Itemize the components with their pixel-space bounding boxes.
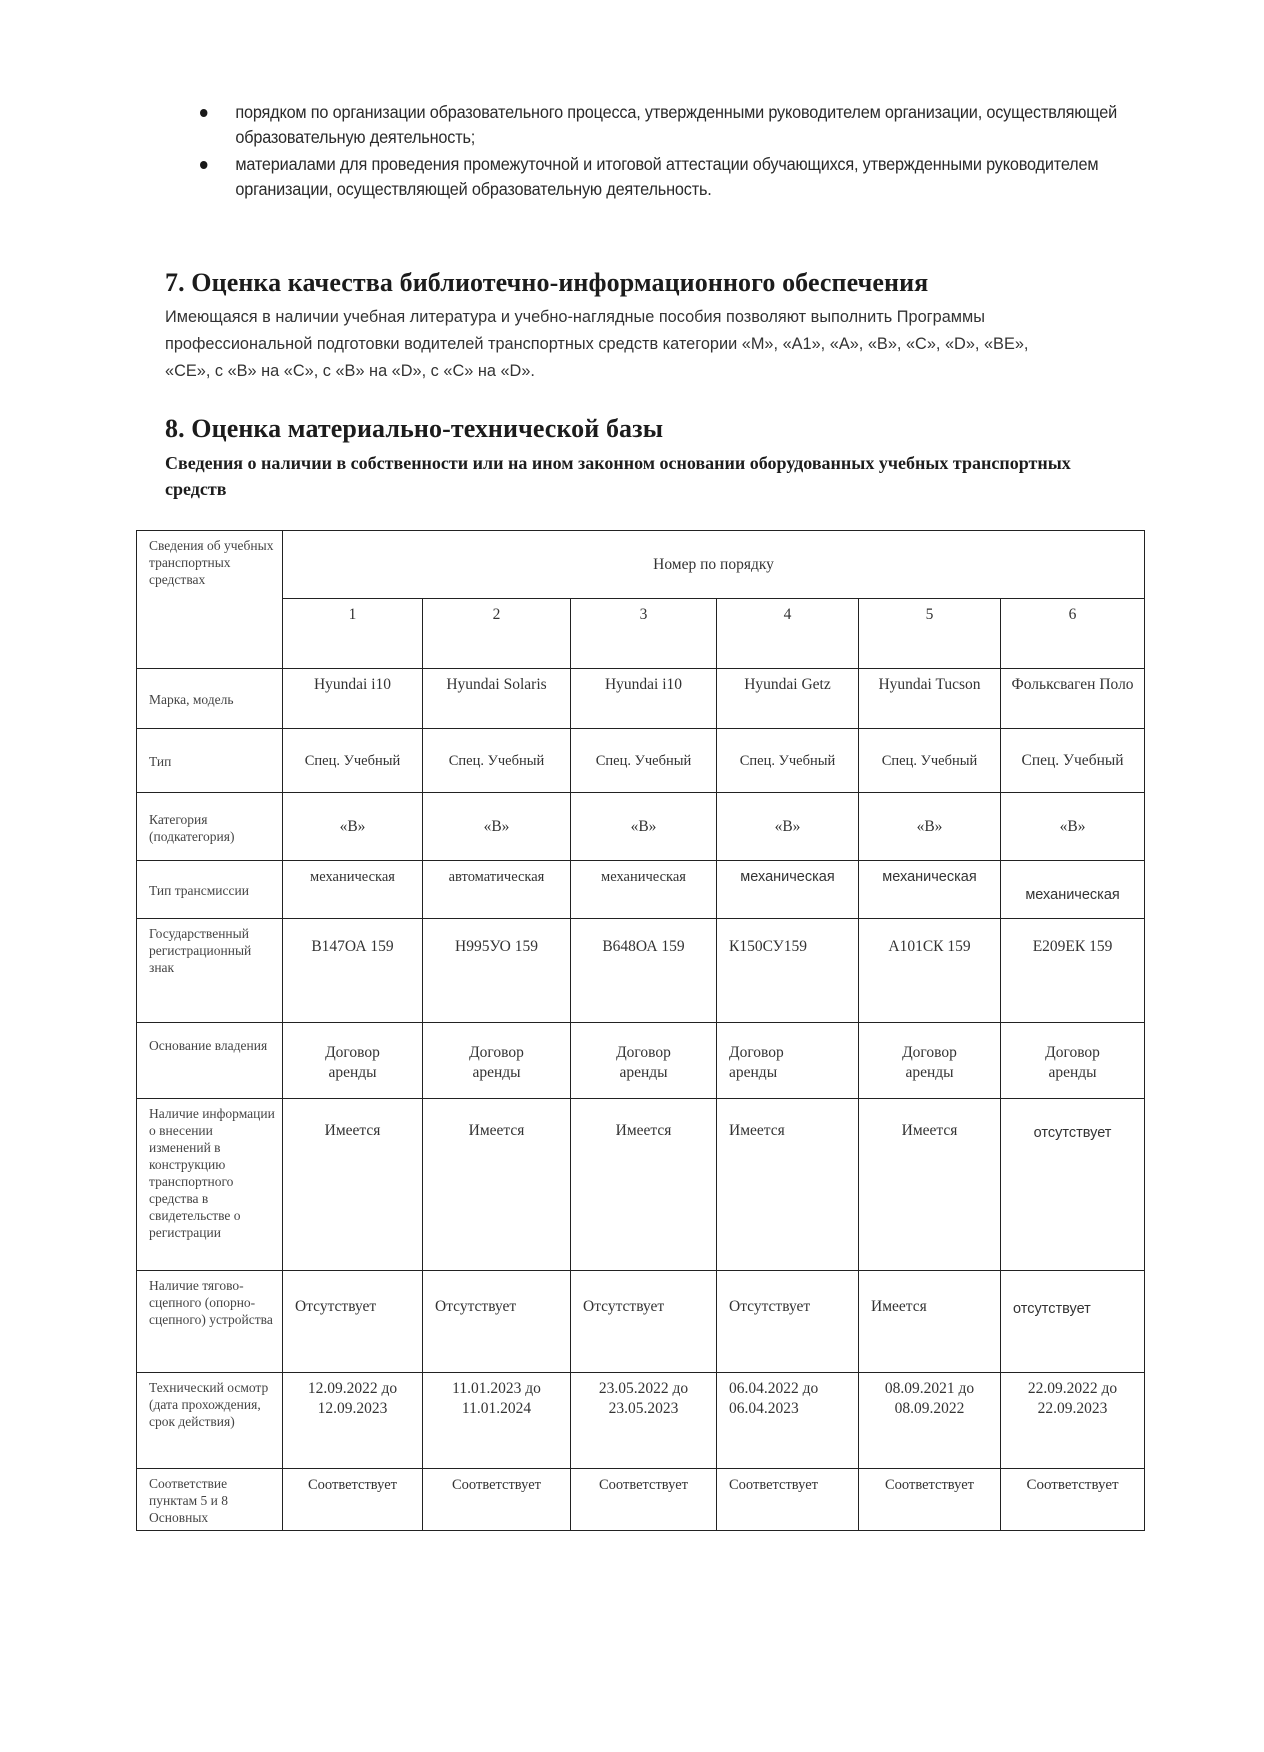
- row-label: Тип трансмиссии: [137, 861, 283, 919]
- table-cell: Hyundai Solaris: [423, 669, 571, 729]
- table-cell: Соответствует: [423, 1469, 571, 1531]
- table-cell: Hyundai i10: [283, 669, 423, 729]
- table-row: [137, 1469, 1145, 1531]
- table-cell: механическая: [859, 861, 1001, 919]
- row-label: Соответствие пунктам 5 и 8 Основных: [137, 1469, 283, 1531]
- table-cell: Hyundai Tucson: [859, 669, 1001, 729]
- row-label: Наличие тягово-сцепного (опорно-сцепного) устройства: [137, 1271, 283, 1373]
- table-cell: В147ОА 159: [283, 919, 423, 1023]
- bullet-item: материалами для проведения промежуточной и итоговой аттестации обучающихся, утвержденными руководителем организации, осуществляющей образовательную деятельность.: [200, 152, 1128, 202]
- row-label: Наличие информации о внесении изменений в конструкцию транспортного средства в свидетельстве о регистрации: [137, 1099, 283, 1271]
- table-cell: «В»: [859, 793, 1001, 861]
- table-cell: механическая: [717, 861, 859, 919]
- table-cell: «В»: [571, 793, 717, 861]
- table-cell: механическая: [1001, 861, 1145, 919]
- table-cell: Отсутствует: [571, 1271, 717, 1373]
- table-cell: Имеется: [859, 1099, 1001, 1271]
- table-cell: Имеется: [283, 1099, 423, 1271]
- table-cell: Отсутствует: [423, 1271, 571, 1373]
- table-cell: Имеется: [571, 1099, 717, 1271]
- column-number: 5: [859, 599, 1001, 669]
- section-7-text: Имеющаяся в наличии учебная литература и учебно-наглядные пособия позволяют выполнить Программы профессиональной подготовки водителей транспортных средств категории «М», «А1», «А», «В», «С», «D», «ВЕ», «СЕ», с «В» на «С», с «В» на «D», с «С» на «D».: [165, 307, 1029, 380]
- table-cell: 11.01.2023 до 11.01.2024: [423, 1373, 571, 1469]
- table-cell: Hyundai i10: [571, 669, 717, 729]
- table-cell: Hyundai Getz: [717, 669, 859, 729]
- table-cell: отсутствует: [1001, 1271, 1145, 1373]
- table-cell: Спец. Учебный: [1001, 729, 1145, 793]
- table-cell: Н995УО 159: [423, 919, 571, 1023]
- table-cell: Имеется: [717, 1099, 859, 1271]
- table-cell: Спец. Учебный: [571, 729, 717, 793]
- column-number: 1: [283, 599, 423, 669]
- table-cell: «В»: [1001, 793, 1145, 861]
- table-cell: Имеется: [423, 1099, 571, 1271]
- table-cell: В648ОА 159: [571, 919, 717, 1023]
- table-cell: Договор аренды: [859, 1023, 1001, 1099]
- table-cell: Договор аренды: [571, 1023, 717, 1099]
- table-row: [137, 1373, 1145, 1469]
- table-row: [137, 919, 1145, 1023]
- table-cell: 22.09.2022 до 22.09.2023: [1001, 1373, 1145, 1469]
- table-cell: 23.05.2022 до 23.05.2023: [571, 1373, 717, 1469]
- bullet-item: порядком по организации образовательного процесса, утвержденными руководителем организации, осуществляющей образовательную деятельность;: [200, 100, 1128, 150]
- table-cell: Договор аренды: [423, 1023, 571, 1099]
- table-cell: Соответствует: [717, 1469, 859, 1531]
- table-cell: К150СУ159: [717, 919, 859, 1023]
- table-row: [137, 669, 1145, 729]
- table-cell: Договор аренды: [283, 1023, 423, 1099]
- table-cell: отсутствует: [1001, 1099, 1145, 1271]
- table-cell: механическая: [571, 861, 717, 919]
- table-row: [137, 1271, 1145, 1373]
- table-cell: Соответствует: [859, 1469, 1001, 1531]
- table-cell: Соответствует: [283, 1469, 423, 1531]
- column-number: 6: [1001, 599, 1145, 669]
- table-row: [137, 729, 1145, 793]
- section-7-title: 7. Оценка качества библиотечно-информационного обеспечения: [165, 268, 929, 297]
- bullet-icon: [200, 109, 207, 117]
- table-row: [137, 793, 1145, 861]
- bullet-icon: [200, 161, 207, 169]
- table-row: [137, 1023, 1145, 1099]
- column-number: 4: [717, 599, 859, 669]
- table-cell: механическая: [283, 861, 423, 919]
- table-cell: Е209ЕК 159: [1001, 919, 1145, 1023]
- table-row: [137, 1099, 1145, 1271]
- table-cell: Договор аренды: [1001, 1023, 1145, 1099]
- table-cell: Соответствует: [571, 1469, 717, 1531]
- table-cell: Спец. Учебный: [859, 729, 1001, 793]
- table-cell: Спец. Учебный: [717, 729, 859, 793]
- table-cell: Спец. Учебный: [283, 729, 423, 793]
- bullet-list: [200, 100, 1118, 204]
- table-cell: «В»: [423, 793, 571, 861]
- column-number: 3: [571, 599, 717, 669]
- corner-label: Сведения об учебных транспортных средствах: [137, 531, 283, 669]
- column-number: 2: [423, 599, 571, 669]
- table-cell: Фольксваген Поло: [1001, 669, 1145, 729]
- row-label: Марка, модель: [137, 669, 283, 729]
- row-label: Тип: [137, 729, 283, 793]
- table-cell: 06.04.2022 до 06.04.2023: [717, 1373, 859, 1469]
- row-label: Категория (подкатегория): [137, 793, 283, 861]
- table-cell: Имеется: [859, 1271, 1001, 1373]
- vehicles-table: [136, 530, 1145, 1531]
- section-8-title: 8. Оценка материально-технической базы: [165, 414, 664, 443]
- table-cell: Отсутствует: [717, 1271, 859, 1373]
- group-header: Номер по порядку: [283, 531, 1145, 599]
- table-cell: 12.09.2022 до 12.09.2023: [283, 1373, 423, 1469]
- row-label: Государственный регистрационный знак: [137, 919, 283, 1023]
- table-cell: автоматическая: [423, 861, 571, 919]
- table-cell: 08.09.2021 до 08.09.2022: [859, 1373, 1001, 1469]
- table-cell: Договор аренды: [717, 1023, 859, 1099]
- table-cell: Отсутствует: [283, 1271, 423, 1373]
- table-cell: А101СК 159: [859, 919, 1001, 1023]
- table-row: [137, 861, 1145, 919]
- row-label: Технический осмотр (дата прохождения, срок действия): [137, 1373, 283, 1469]
- section-8-subtitle: Сведения о наличии в собственности или на ином законном основании оборудованных учебных транспортных средств: [165, 453, 1071, 499]
- table-cell: «В»: [717, 793, 859, 861]
- table-cell: Соответствует: [1001, 1469, 1145, 1531]
- table-cell: Спец. Учебный: [423, 729, 571, 793]
- table-cell: «В»: [283, 793, 423, 861]
- row-label: Основание владения: [137, 1023, 283, 1099]
